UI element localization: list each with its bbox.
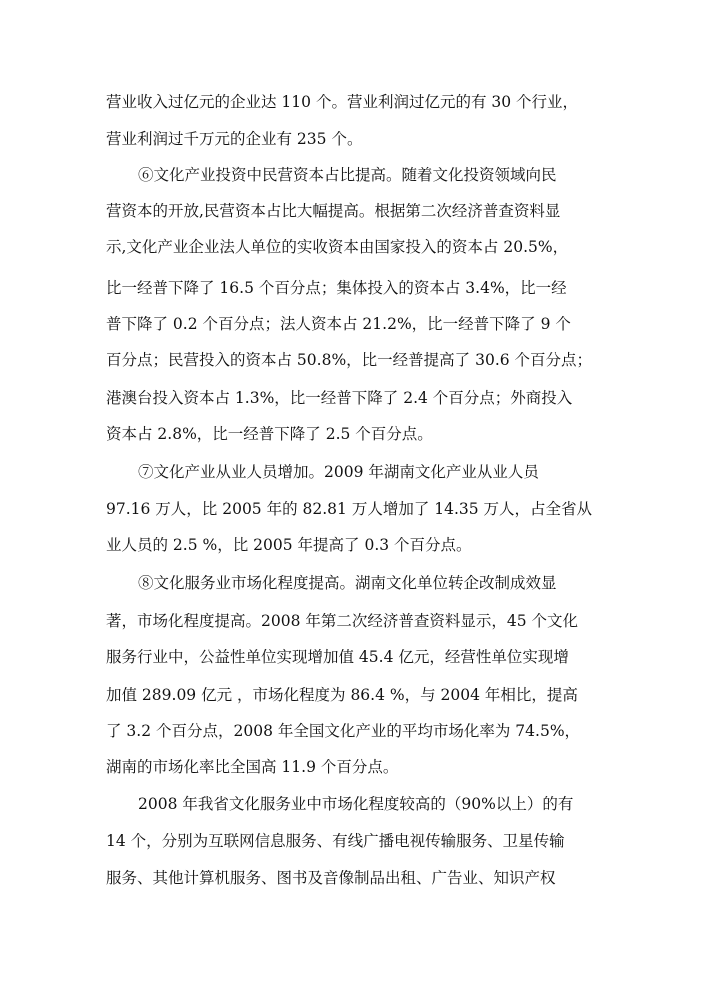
paragraph-first-line: 2008 年我省文化服务业中市场化程度较高的（90%以上）的有 (138, 795, 574, 813)
text-line: 14 个，分别为互联网信息服务、有线广播电视传输服务、卫星传输 (106, 832, 565, 850)
text-line: 港澳台投入资本占 1.3%，比一经普下降了 2.4 个百分点；外商投入 (106, 389, 573, 407)
text-line: 97.16 万人，比 2005 年的 82.81 万人增加了 14.35 万人，占全省从 (106, 500, 593, 518)
text-line: 比一经普下降了 16.5 个百分点；集体投入的资本占 3.4%，比一经 (106, 279, 567, 297)
paragraph-first-line: ⑧文化服务业市场化程度提高。湖南文化单位转企改制成效显 (138, 574, 557, 592)
text-line: 普下降了 0.2 个百分点；法人资本占 21.2%，比一经普下降了 9 个 (106, 315, 571, 333)
text-line: 著，市场化程度提高。2008 年第二次经济普查资料显示，45 个文化 (106, 612, 579, 630)
text-line: 示,文化产业企业法人单位的实收资本由国家投入的资本占 20.5%， (106, 238, 569, 256)
text-line: 了 3.2 个百分点，2008 年全国文化产业的平均市场化率为 74.5%， (106, 722, 581, 740)
paragraph-first-line: ⑦文化产业从业人员增加。2009 年湖南文化产业从业人员 (138, 463, 539, 481)
text-line: 服务、其他计算机服务、图书及音像制品出租、广告业、知识产权 (106, 869, 556, 887)
paragraph-first-line: ⑥文化产业投资中民营资本占比提高。随着文化投资领域向民 (138, 166, 557, 184)
text-line: 资本占 2.8%，比一经普下降了 2.5 个百分点。 (106, 425, 433, 443)
text-line: 百分点；民营投入的资本占 50.8%，比一经普提高了 30.6 个百分点； (106, 351, 593, 369)
text-line: 营业收入过亿元的企业达 110 个。营业利润过亿元的有 30 个行业， (106, 93, 579, 111)
text-line: 营资本的开放,民营资本占比大幅提高。根据第二次经济普查资料显 (106, 202, 561, 220)
text-line: 服务行业中，公益性单位实现增加值 45.4 亿元，经营性单位实现增 (106, 648, 569, 666)
text-line: 加值 289.09 亿元 ，市场化程度为 86.4 %，与 2004 年相比，提高 (106, 686, 578, 704)
text-line: 湖南的市场化率比全国高 11.9 个百分点。 (106, 758, 399, 776)
text-line: 业人员的 2.5 %，比 2005 年提高了 0.3 个百分点。 (106, 536, 472, 554)
text-line: 营业利润过千万元的企业有 235 个。 (106, 130, 363, 148)
